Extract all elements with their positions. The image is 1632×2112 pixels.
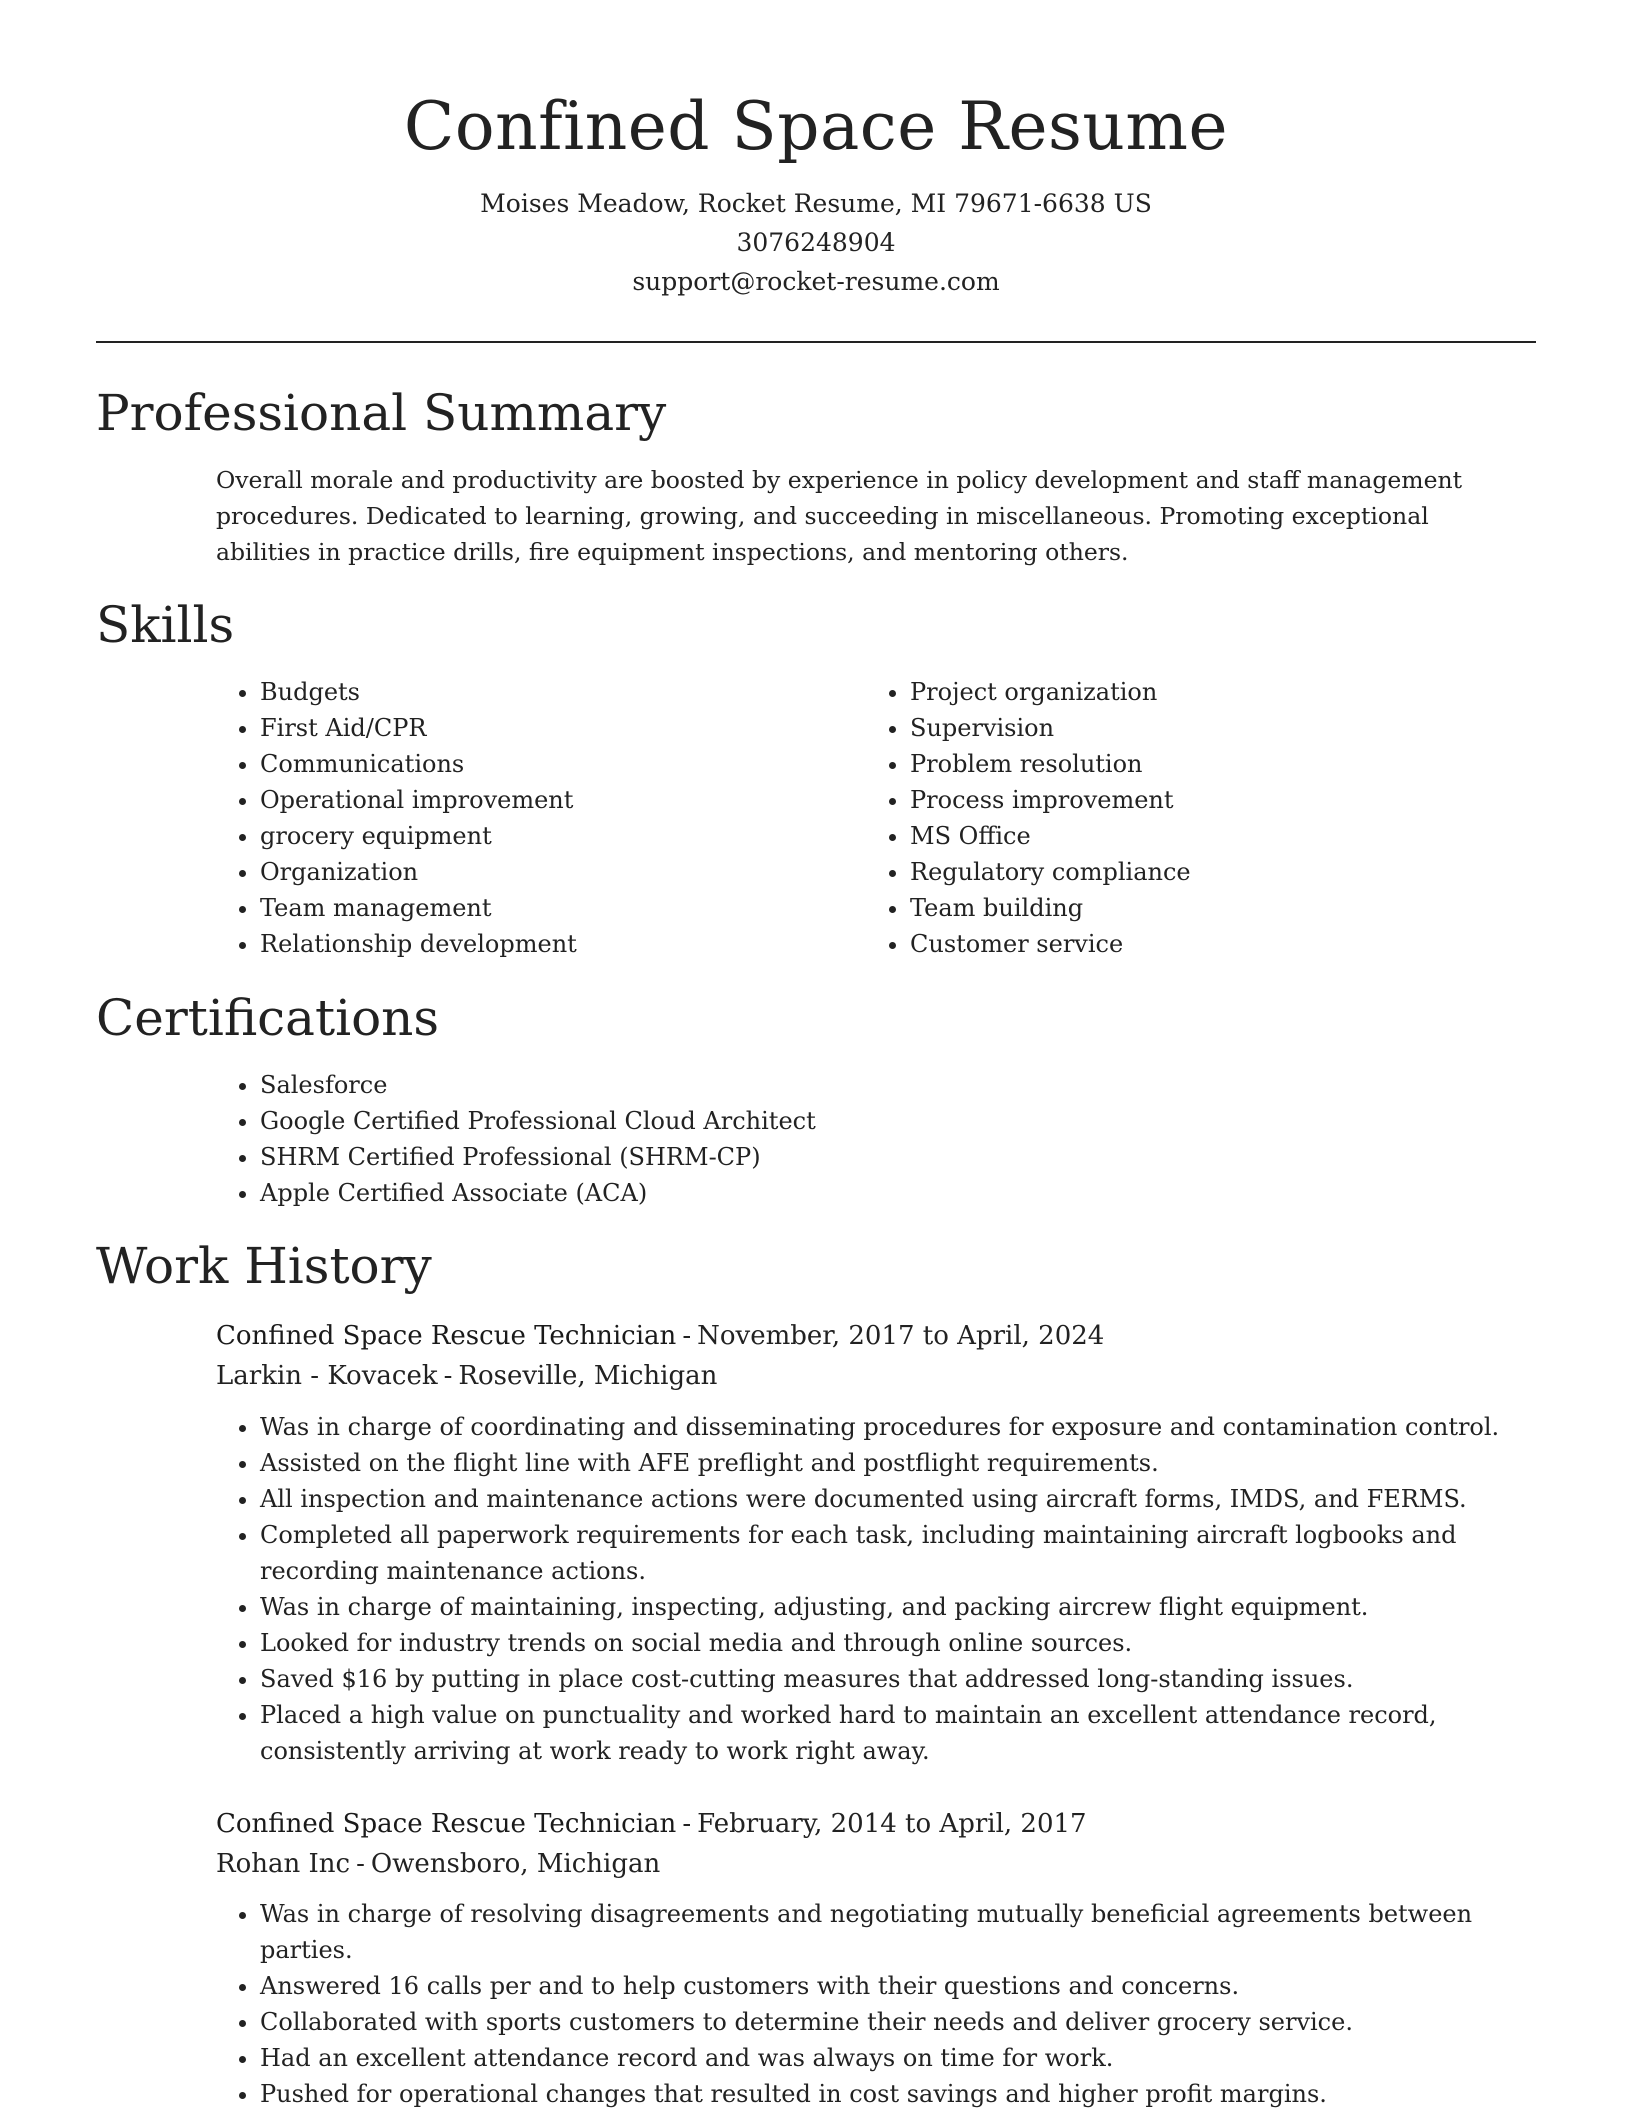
resume-header — [96, 82, 1536, 301]
job-2-title-line — [216, 1804, 1087, 1844]
skill-item: • Budgets — [260, 674, 860, 710]
job-bullet-item: • Was in charge of coordinating and disseminating procedures for exposure and contamination control. — [260, 1409, 1570, 1445]
job-2-bullets — [216, 1896, 1570, 2112]
job-1-separator: - — [682, 1321, 692, 1351]
skill-item: • Project organization — [910, 674, 1510, 710]
skill-item: • Problem resolution — [910, 746, 1510, 782]
email: support@rocket-resume.com — [632, 267, 1000, 296]
skill-item: • Relationship development — [260, 926, 860, 962]
job-1-company: Larkin - Kovacek — [216, 1361, 438, 1391]
skill-item: • Supervision — [910, 710, 1510, 746]
job-bullet-item: • Assisted on the flight line with AFE preflight and postflight requirements. — [260, 1445, 1570, 1481]
resume-name: Confined Space Resume — [403, 88, 1229, 165]
job-2-company-separator: - — [356, 1849, 365, 1879]
work-history-heading: Work History — [96, 1237, 432, 1295]
skill-item: • First Aid/CPR — [260, 710, 860, 746]
skills-list-left — [216, 674, 860, 962]
job-1-dates: November, 2017 to April, 2024 — [697, 1321, 1105, 1351]
job-2-company-line — [216, 1844, 660, 1884]
certifications-list — [216, 1067, 1460, 1211]
job-2-location: Owensboro, Michigan — [370, 1849, 661, 1879]
job-bullet-item: • Had an excellent attendance record and was always on time for work. — [260, 2040, 1570, 2076]
summary-text: Overall morale and productivity are boosted by experience in policy development and staff management procedures. Dedicated to learning, growing, and succeeding in miscellaneous. Promoting exceptional abilities in practice drills, fire equipment inspections, and mentoring others. — [216, 466, 1463, 566]
summary-heading: Professional Summary — [96, 384, 667, 442]
job-bullet-item: • Pushed for operational changes that resulted in cost savings and higher profit margins. — [260, 2076, 1570, 2112]
job-2-company: Rohan Inc — [216, 1849, 351, 1879]
job-1-title: Confined Space Rescue Technician — [216, 1321, 677, 1351]
job-bullet-item: • Collaborated with sports customers to determine their needs and deliver grocery service. — [260, 2004, 1570, 2040]
job-1-location: Roseville, Michigan — [458, 1361, 718, 1391]
certifications-heading: Certifications — [96, 989, 440, 1047]
certification-item: • SHRM Certified Professional (SHRM-CP) — [260, 1139, 1460, 1175]
skills-list-right — [866, 674, 1510, 962]
skill-item: • Team building — [910, 890, 1510, 926]
header-divider — [96, 341, 1536, 343]
address: Moises Meadow, Rocket Resume, MI 79671-6638 US — [480, 189, 1152, 218]
job-bullet-item: • Was in charge of maintaining, inspecting, adjusting, and packing aircrew flight equipment. — [260, 1589, 1570, 1625]
skill-item: • Process improvement — [910, 782, 1510, 818]
job-1-bullets — [216, 1409, 1570, 1769]
job-bullet-item: • Completed all paperwork requirements for each task, including maintaining aircraft logbooks and recording maintenance actions. — [260, 1517, 1570, 1589]
skill-item: • Team management — [260, 890, 860, 926]
phone: 3076248904 — [736, 228, 896, 257]
skill-item: • Operational improvement — [260, 782, 860, 818]
skills-heading: Skills — [96, 596, 235, 654]
job-bullet-item: • All inspection and maintenance actions were documented using aircraft forms, IMDS, and FERMS. — [260, 1481, 1570, 1517]
job-bullet-item: • Placed a high value on punctuality and worked hard to maintain an excellent attendance record, consistently arriving at work ready to work right away. — [260, 1697, 1570, 1769]
certification-item: • Salesforce — [260, 1067, 1460, 1103]
job-bullet-item: • Looked for industry trends on social media and through online sources. — [260, 1625, 1570, 1661]
job-1-company-line — [216, 1356, 717, 1396]
job-2-separator: - — [682, 1809, 692, 1839]
skill-item: • Regulatory compliance — [910, 854, 1510, 890]
skill-item: • Organization — [260, 854, 860, 890]
skill-item: • grocery equipment — [260, 818, 860, 854]
job-bullet-item: • Saved $16 by putting in place cost-cutting measures that addressed long-standing issues. — [260, 1661, 1570, 1697]
certification-item: • Google Certified Professional Cloud Architect — [260, 1103, 1460, 1139]
skill-item: • Communications — [260, 746, 860, 782]
job-bullet-item: • Answered 16 calls per and to help customers with their questions and concerns. — [260, 1968, 1570, 2004]
job-1-title-line — [216, 1316, 1104, 1356]
skill-item: • MS Office — [910, 818, 1510, 854]
skill-item: • Customer service — [910, 926, 1510, 962]
job-bullet-item: • Was in charge of resolving disagreements and negotiating mutually beneficial agreements between parties. — [260, 1896, 1570, 1968]
job-1-company-separator: - — [443, 1361, 453, 1391]
certification-item: • Apple Certified Associate (ACA) — [260, 1175, 1460, 1211]
job-2-title: Confined Space Rescue Technician — [216, 1809, 677, 1839]
job-2-dates: February, 2014 to April, 2017 — [697, 1809, 1087, 1839]
